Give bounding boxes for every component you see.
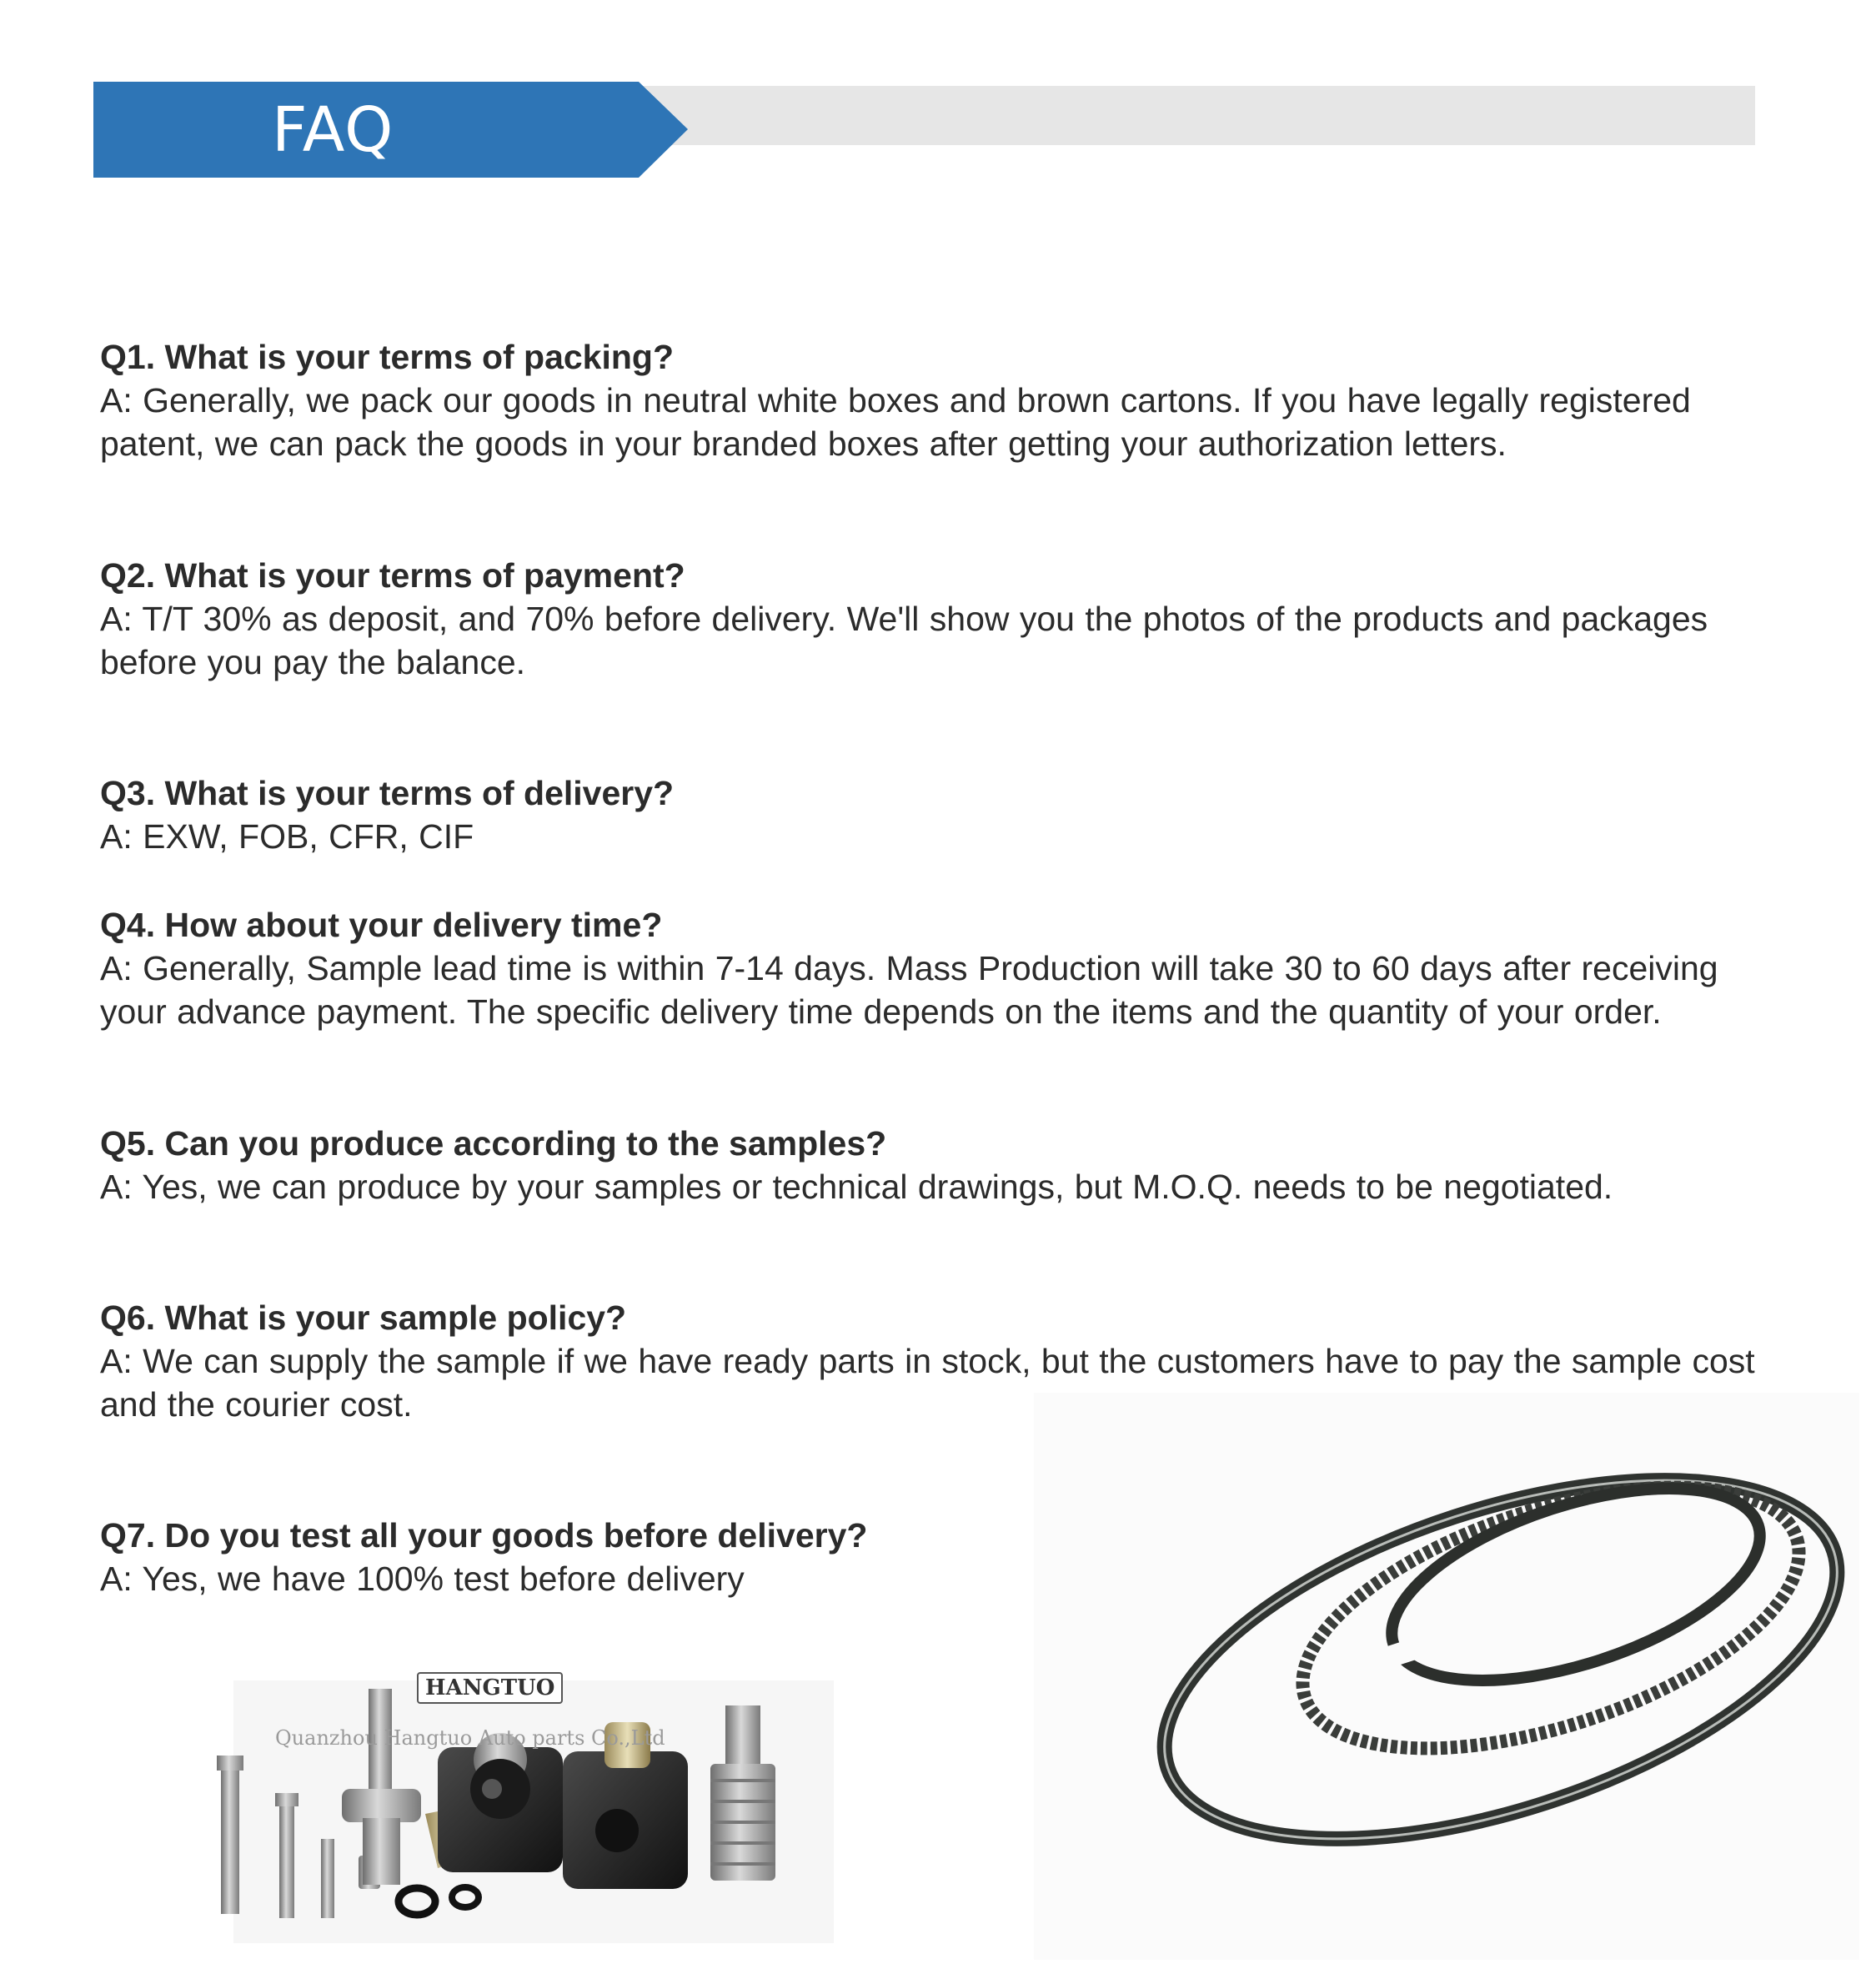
faq-question: Q1. What is your terms of packing? xyxy=(100,338,675,376)
faq-answer-line: A: Yes, we have 100% test before delivery xyxy=(100,1560,745,1598)
faq-answer-line: A: EXW, FOB, CFR, CIF xyxy=(100,817,474,856)
faq-answer-line: A: Generally, we pack our goods in neutral white boxes and brown cartons. If you have legally registered xyxy=(100,381,1691,419)
faq-question: Q7. Do you test all your goods before delivery? xyxy=(100,1516,868,1555)
faq-question: Q3. What is your terms of delivery? xyxy=(100,774,675,812)
faq-question: Q2. What is your terms of payment? xyxy=(100,556,685,595)
faq-question: Q6. What is your sample policy? xyxy=(100,1298,627,1337)
faq-item-q1 xyxy=(100,335,1859,465)
parts-photo xyxy=(150,1664,834,1943)
faq-header xyxy=(0,0,1876,217)
faq-item-q2 xyxy=(100,554,1859,684)
faq-answer-line: your advance payment. The specific delivery time depends on the items and the quantity of your order. xyxy=(100,992,1662,1031)
faq-answer-line: and the courier cost. xyxy=(100,1385,413,1424)
photo-watermark: Quanzhou Hangtuo Auto parts Co.,Ltd xyxy=(275,1726,665,1750)
faq-answer-line: A: Yes, we can produce by your samples or technical drawings, but M.O.Q. needs to be negotiated. xyxy=(100,1168,1613,1206)
faq-answer-line: A: Generally, Sample lead time is within 7-14 days. Mass Production will take 30 to 60 days after receiving xyxy=(100,949,1718,987)
piston-rings-photo xyxy=(1034,1393,1859,1960)
brand-logo: HANGTUO xyxy=(417,1672,563,1704)
faq-item-q5 xyxy=(100,1122,1859,1208)
faq-answer-line: before you pay the balance. xyxy=(100,643,526,681)
faq-banner-gray-bar xyxy=(634,86,1755,145)
faq-answer-line: patent, we can pack the goods in your branded boxes after getting your authorization letters. xyxy=(100,424,1507,463)
faq-question: Q4. How about your delivery time? xyxy=(100,906,663,944)
piston-rings-illustration xyxy=(1034,1393,1859,1960)
faq-item-q4 xyxy=(100,903,1859,1033)
faq-answer-line: A: We can supply the sample if we have ready parts in stock, but the customers have to pay the sample cost xyxy=(100,1342,1755,1380)
page-title: FAQ xyxy=(272,94,394,166)
faq-item-q3 xyxy=(100,771,1859,858)
faq-answer-line: A: T/T 30% as deposit, and 70% before delivery. We'll show you the photos of the products and packages xyxy=(100,600,1708,638)
faq-question: Q5. Can you produce according to the samples? xyxy=(100,1124,887,1163)
injection-parts-illustration xyxy=(150,1664,834,1943)
